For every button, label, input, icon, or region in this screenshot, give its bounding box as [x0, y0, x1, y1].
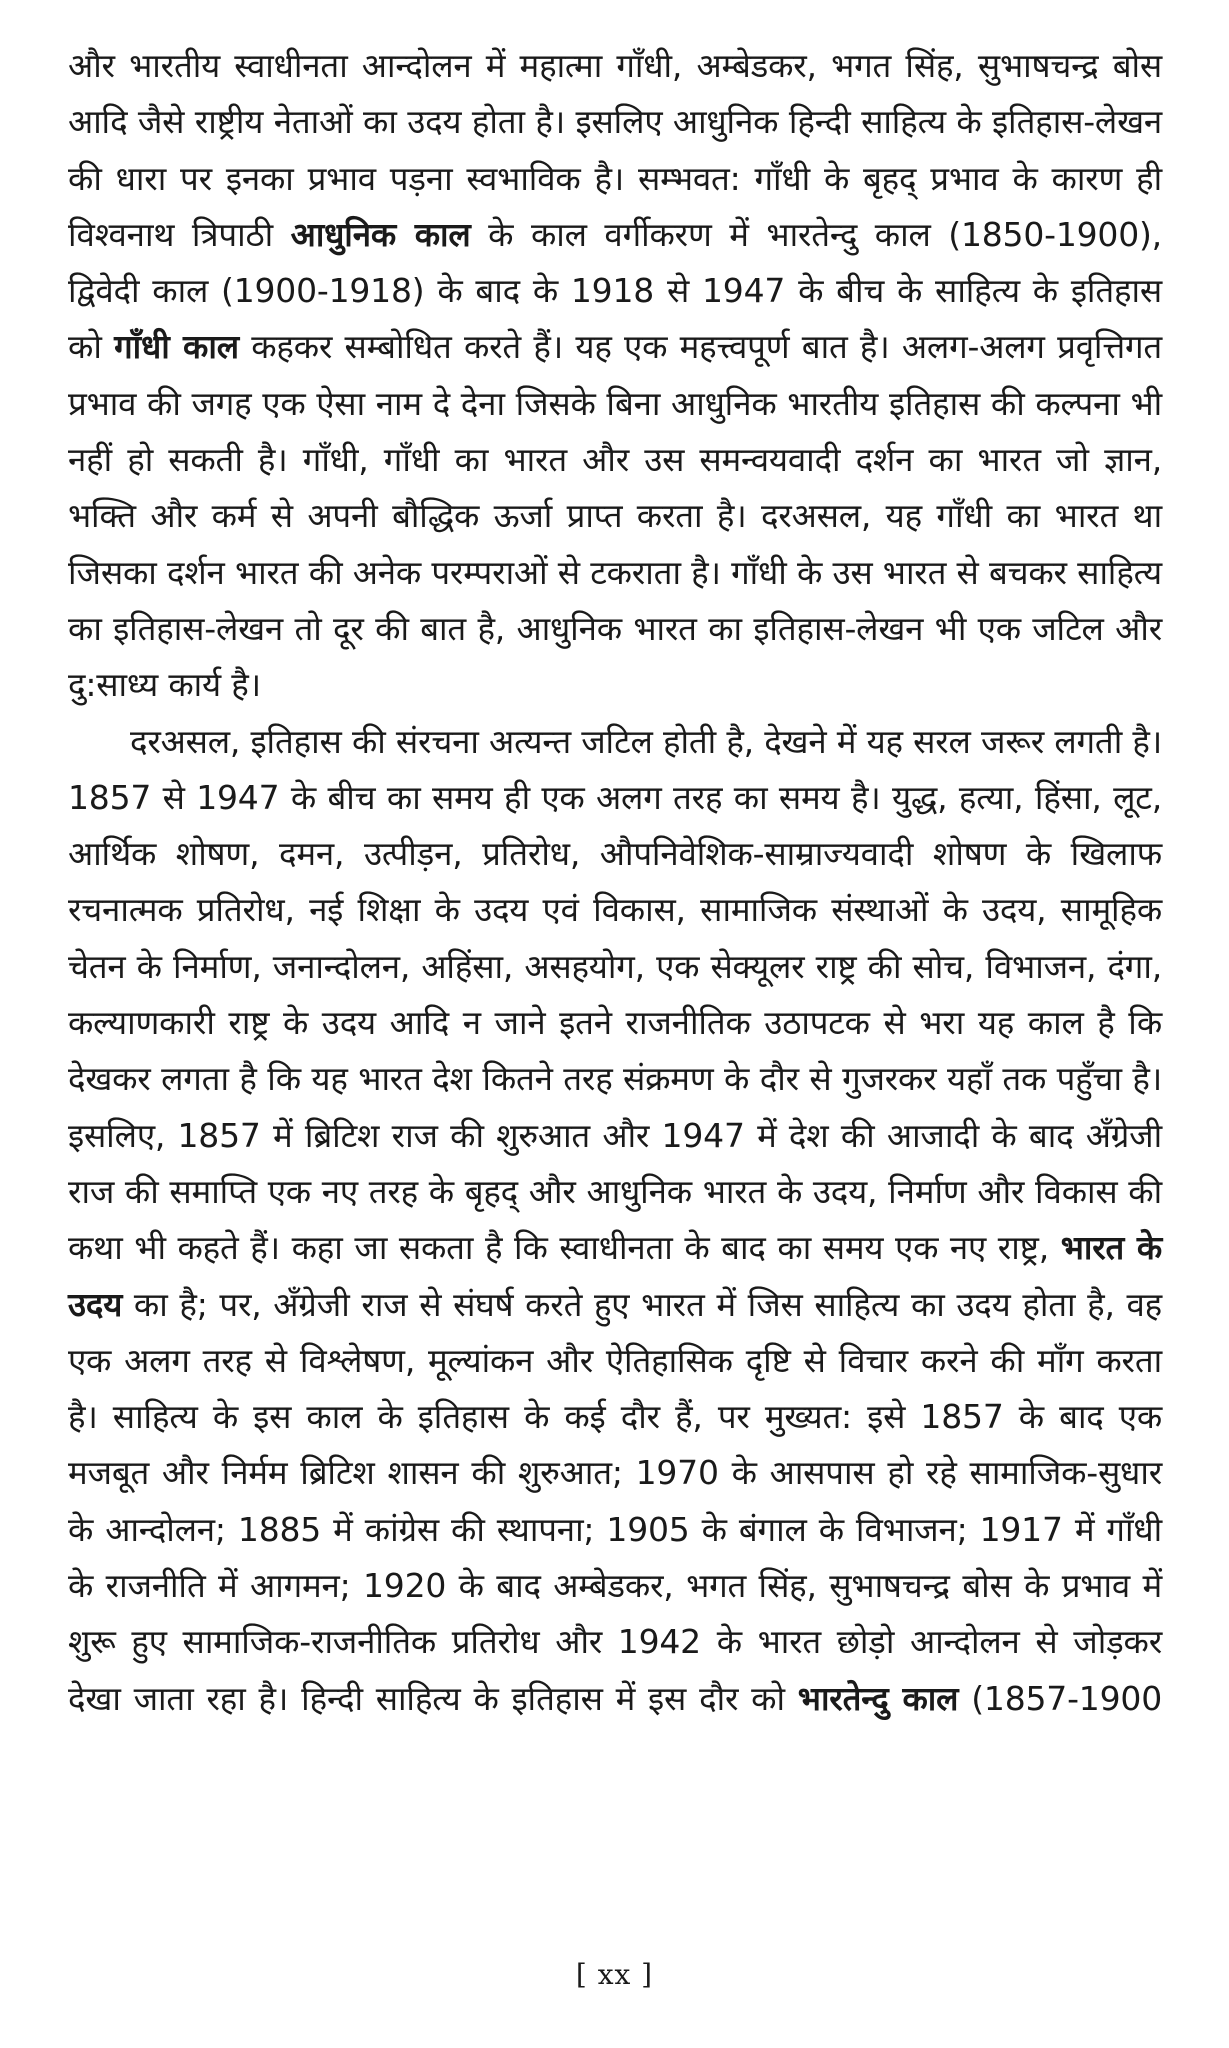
page-body [68, 38, 1162, 1727]
bold-term-bharat-ke-uday: भारत के उदय [68, 1228, 1162, 1324]
paragraph-1 [68, 38, 1162, 714]
page-number: [ xx ] [575, 1958, 654, 1991]
paragraph-1-text: और भारतीय स्वाधीनता आन्दोलन में महात्मा गाँधी, अम्बेडकर, भगत सिंह, सुभाषचन्द्र बोस आदि जैसे राष्ट्रीय नेताओं का उदय होता है। इसलिए आधुनिक हिन्दी साहित्य के इतिहास-लेखन की धारा पर इनका प्रभाव पड़ना स्वभाविक है। सम्भवत: गाँधी के बृहद् प्रभाव के कारण ही विश्वनाथ त्रिपाठी [68, 46, 1162, 254]
paragraph-2 [68, 714, 1162, 1727]
bold-term-bharatendu-kaal: भारतेन्दु काल [797, 1678, 959, 1718]
paragraph-2-text: दरअसल, इतिहास की संरचना अत्यन्त जटिल होती है, देखने में यह सरल जरूर लगती है। 1857 से 1947 के बीच का समय ही एक अलग तरह का समय है। युद्ध, हत्या, हिंसा, लूट, आर्थिक शोषण, दमन, उत्पीड़न, प्रतिरोध, औपनिवेशिक-साम्राज्यवादी शोषण के खिलाफ रचनात्मक प्रतिरोध, नई शिक्षा के उदय एवं विकास, सामाजिक संस्थाओं के उदय, सामूहिक चेतन के निर्माण, जनान्दोलन, अहिंसा, असहयोग, एक सेक्यूलर राष्ट्र की सोच, विभाजन, दंगा, कल्याणकारी राष्ट्र के उदय आदि न जाने इतने राजनीतिक उठापटक से भरा यह काल है कि देखकर लगता है कि यह भारत देश कितने तरह संक्रमण के दौर से गुजरकर यहाँ तक पहुँचा है। इसलिए, 1857 में ब्रिटिश राज की शुरुआत और 1947 में देश की आजादी के बाद अँग्रेजी राज की समाप्ति एक नए तरह के बृहद् और आधुनिक भारत के उदय, निर्माण और विकास की कथा भी कहते हैं। कहा जा सकता है कि स्वाधीनता के बाद का समय एक नए राष्ट्र, [68, 721, 1162, 1268]
paragraph-1-text: कहकर सम्बोधित करते हैं। यह एक महत्त्वपूर्ण बात है। अलग-अलग प्रवृत्तिगत प्रभाव की जगह एक ऐसा नाम दे देना जिसके बिना आधुनिक भारतीय इतिहास की कल्पना भी नहीं हो सकती है। गाँधी, गाँधी का भारत और उस समन्वयवादी दर्शन का भारत जो ज्ञान, भक्ति और कर्म से अपनी बौद्धिक ऊर्जा प्राप्त करता है। दरअसल, यह गाँधी का भारत था जिसका दर्शन भारत की अनेक परम्पराओं से टकराता है। गाँधी के उस भारत से बचकर साहित्य का इतिहास-लेखन तो दूर की बात है, आधुनिक भारत का इतिहास-लेखन भी एक जटिल और दु:साध्य कार्य है। [68, 327, 1163, 705]
paragraph-1-text: के काल वर्गीकरण में भारतेन्दु काल (1850-1900), द्विवेदी काल (1900-1918) के बाद के 1918 से 1947 के बीच के साहित्य के इतिहास को [68, 214, 1162, 367]
bold-term-gandhi-kaal: गाँधी काल [114, 327, 239, 367]
paragraph-2-text: (1857-1900 [958, 1678, 1162, 1718]
paragraph-2-text: का है; पर, अँग्रेजी राज से संघर्ष करते हुए भारत में जिस साहित्य का उदय होता है, वह एक अलग तरह से विश्लेषण, मूल्यांकन और ऐतिहासिक दृष्टि से विचार करने की माँग करता है। साहित्य के इस काल के इतिहास के कई दौर हैं, पर मुख्यत: इसे 1857 के बाद एक मजबूत और निर्मम ब्रिटिश शासन की शुरुआत; 1970 के आसपास हो रहे सामाजिक-सुधार के आन्दोलन; 1885 में कांग्रेस की स्थापना; 1905 के बंगाल के विभाजन; 1917 में गाँधी के राजनीति में आगमन; 1920 के बाद अम्बेडकर, भगत सिंह, सुभाषचन्द्र बोस के प्रभाव में शुरू हुए सामाजिक-राजनीतिक प्रतिरोध और 1942 के भारत छोड़ो आन्दोलन से जोड़कर देखा जाता रहा है। हिन्दी साहित्य के इतिहास में इस दौर को [68, 1284, 1162, 1718]
bold-term-adhunik-kaal: आधुनिक काल [290, 214, 471, 254]
